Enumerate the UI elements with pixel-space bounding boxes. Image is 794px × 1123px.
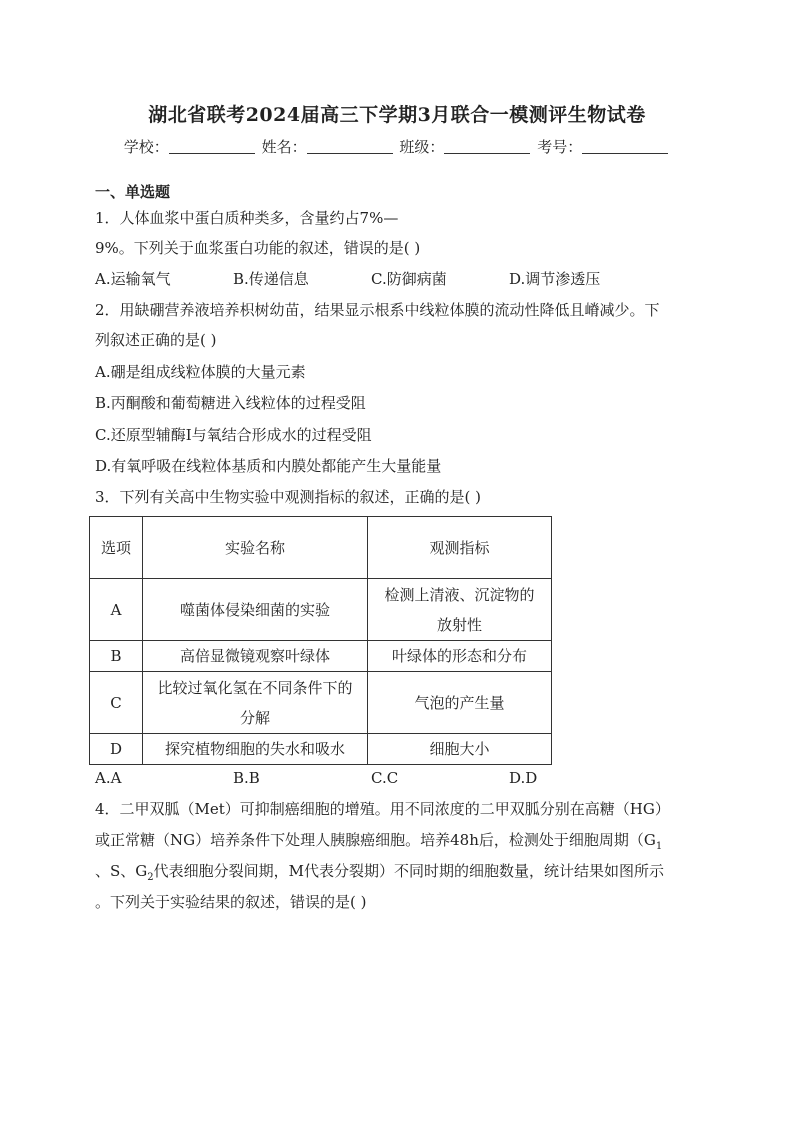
header-experiment-name: 实验名称: [143, 517, 368, 579]
q3-experiment-table: [89, 516, 552, 765]
q4-stem-line2: 或正常糖（NG）培养条件下处理人胰腺癌细胞。培养48h后，检测处于细胞周期（$G_1$: [95, 831, 663, 852]
number-label: 考号：: [537, 138, 583, 156]
row-c-index: 气泡的产生量: [368, 672, 552, 734]
q1-stem-line1: 1．人体血浆中蛋白质种类多，含量约占7%—: [95, 209, 399, 227]
class-label: 班级：: [399, 138, 445, 156]
q4-stem-line4: 。下列关于实验结果的叙述，错误的是( ): [95, 893, 367, 911]
table-row: [90, 672, 552, 734]
q1-option-c[interactable]: C.防御病菌: [371, 270, 447, 288]
q2-stem-line2: 列叙述正确的是( ): [95, 331, 217, 349]
student-info-row: [0, 136, 794, 157]
row-d-index: 细胞大小: [368, 734, 552, 765]
q2-option-b[interactable]: B.丙酮酸和葡萄糖进入线粒体的过程受阻: [95, 394, 366, 412]
q3-option-c[interactable]: C.C: [371, 769, 399, 787]
q1-stem-line2: 9%。下列关于血浆蛋白功能的叙述，错误的是( ): [95, 239, 421, 257]
q1-option-d[interactable]: D.调节渗透压: [509, 270, 601, 288]
q2-option-d[interactable]: D.有氧呼吸在线粒体基质和内膜处都能产生大量能量: [95, 457, 442, 475]
class-blank[interactable]: [444, 139, 530, 154]
table-header-row: [90, 517, 552, 579]
exam-title: 湖北省联考2024届高三下学期3月联合一模测评生物试卷: [148, 104, 646, 126]
q4-stem-line1: 4．二甲双胍（Met）可抑制癌细胞的增殖。用不同浓度的二甲双胍分别在高糖（HG）: [95, 800, 670, 818]
row-c-option: C: [90, 672, 143, 734]
row-b-experiment: 高倍显微镜观察叶绿体: [143, 641, 368, 672]
school-label: 学校：: [123, 138, 169, 156]
q2-stem-line1: 2．用缺硼营养液培养枳树幼苗，结果显示根系中线粒体膜的流动性降低且嵴减少。下: [95, 301, 660, 319]
row-d-option: D: [90, 734, 143, 765]
row-c-experiment: 比较过氧化氢在不同条件下的分解: [143, 672, 368, 734]
row-d-experiment: 探究植物细胞的失水和吸水: [143, 734, 368, 765]
q1-option-a[interactable]: A.运输氧气: [95, 270, 171, 288]
school-blank[interactable]: [169, 139, 255, 154]
name-blank[interactable]: [307, 139, 393, 154]
section-heading: 一、单选题: [95, 183, 171, 201]
q1-option-b[interactable]: B.传递信息: [233, 270, 309, 288]
q3-option-b[interactable]: B.B: [233, 769, 260, 787]
q2-option-c[interactable]: C.还原型辅酶Ⅰ与氧结合形成水的过程受阻: [95, 426, 372, 444]
row-b-index: 叶绿体的形态和分布: [368, 641, 552, 672]
row-a-index: 检测上清液、沉淀物的放射性: [368, 579, 552, 641]
number-blank[interactable]: [582, 139, 668, 154]
table-row: [90, 579, 552, 641]
row-a-experiment: 噬菌体侵染细菌的实验: [143, 579, 368, 641]
header-option: 选项: [90, 517, 143, 579]
table-row: [90, 734, 552, 765]
q3-option-a[interactable]: A.A: [95, 769, 122, 787]
name-label: 姓名：: [261, 138, 307, 156]
header-observation-index: 观测指标: [368, 517, 552, 579]
q3-option-d[interactable]: D.D: [509, 769, 538, 787]
row-b-option: B: [90, 641, 143, 672]
table-row: [90, 641, 552, 672]
q2-option-a[interactable]: A.硼是组成线粒体膜的大量元素: [95, 363, 306, 381]
q4-stem-line3: 、S、$G_2$代表细胞分裂间期，M代表分裂期）不同时期的细胞数量，统计结果如图所示: [95, 862, 665, 883]
row-a-option: A: [90, 579, 143, 641]
q3-stem: 3．下列有关高中生物实验中观测指标的叙述，正确的是( ): [95, 488, 482, 506]
